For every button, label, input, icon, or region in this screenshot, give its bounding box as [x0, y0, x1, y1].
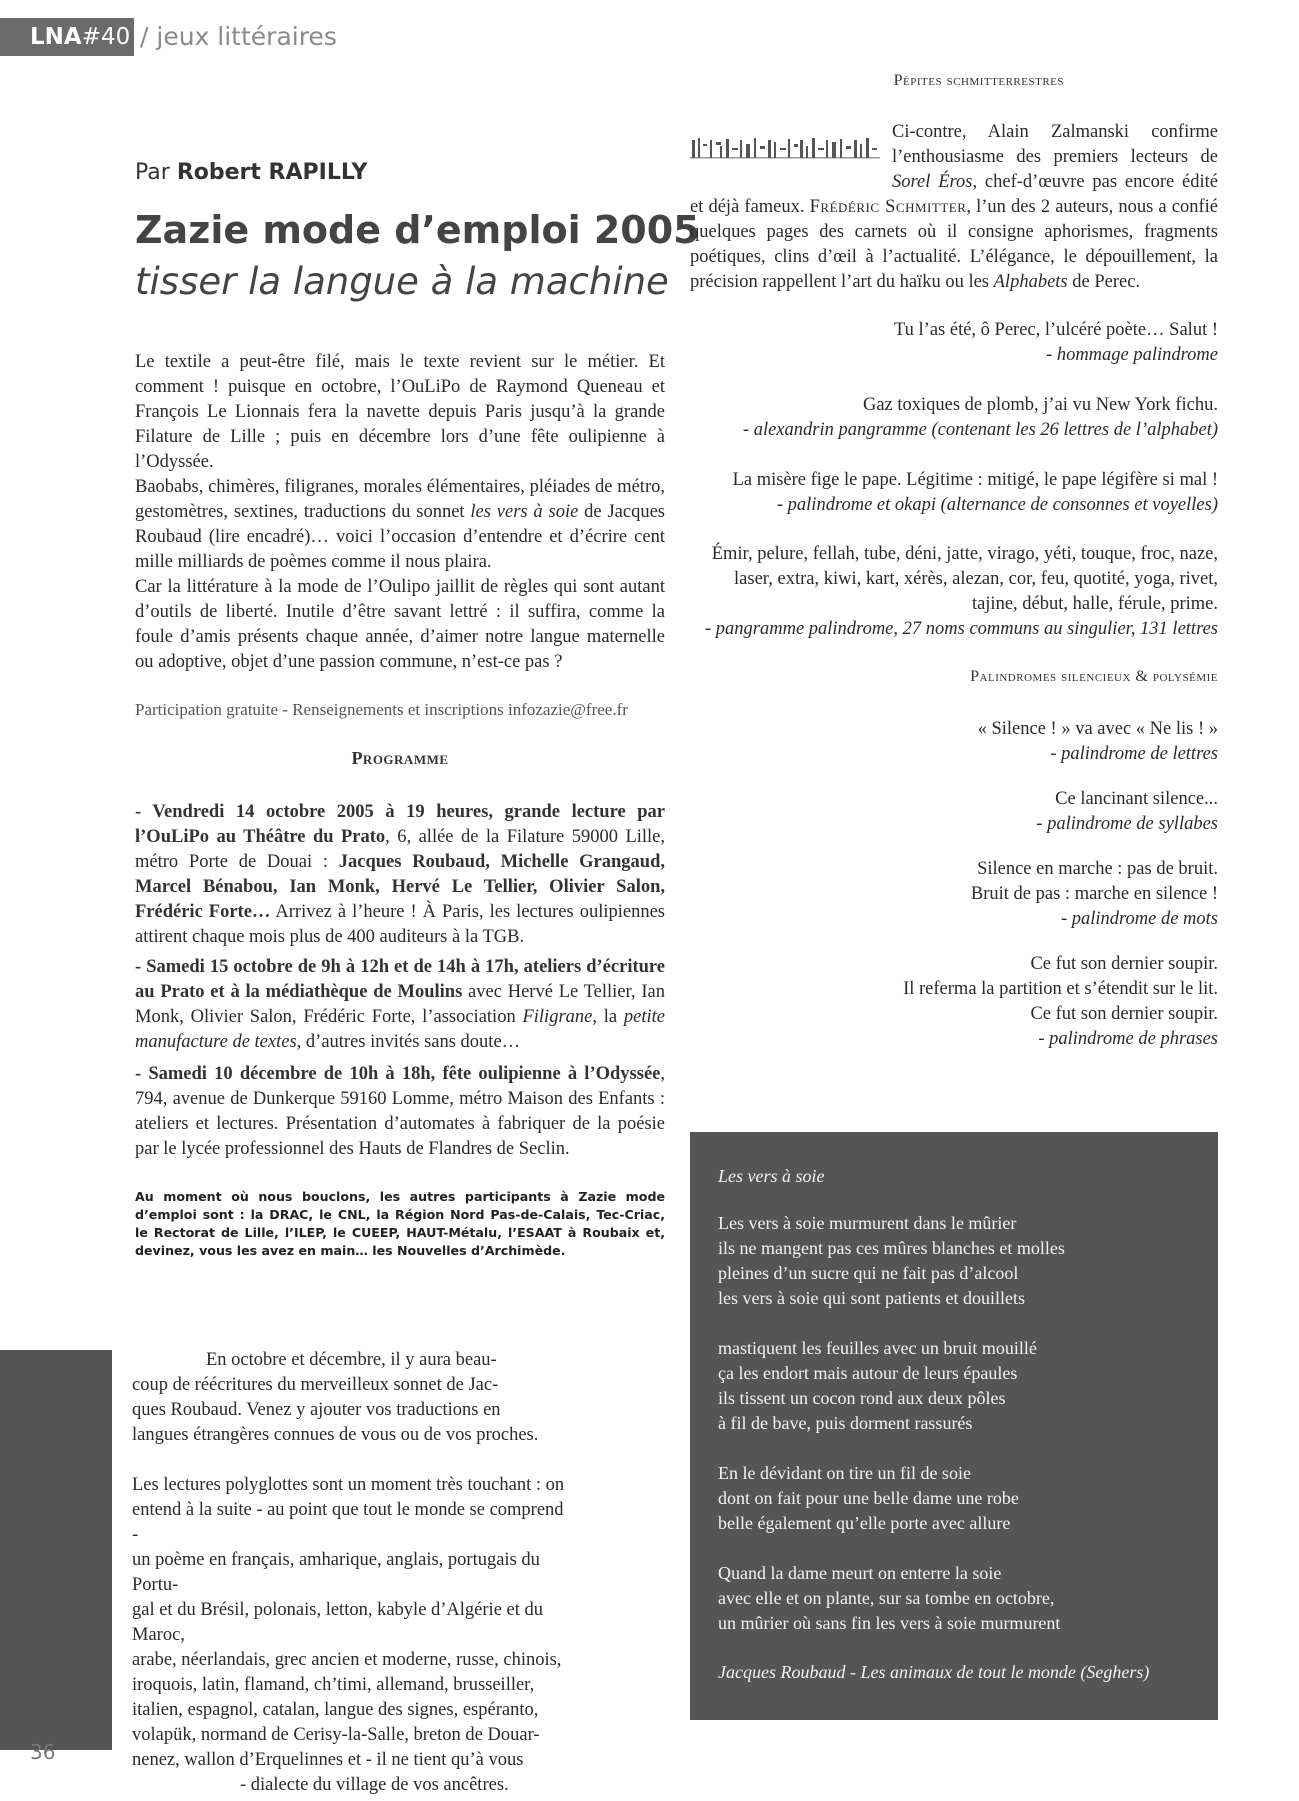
invite-line: - dialecte du village de vos ancêtres. — [240, 1775, 509, 1795]
invitation-text — [132, 1348, 572, 1798]
invite-line: arabe, néerlandais, grec ancien et moderne, russe, chinois, — [132, 1650, 562, 1670]
signature-stamp — [690, 126, 880, 172]
programme-item: - Samedi 15 octobre de 9h à 12h et de 14h à 17h, ateliers d’écriture au Prato et à la médiathèque de Moulins avec Hervé Le Tellier, Ian Monk, Olivier Salon, Frédéric Forte, l’association Filigrane, la petite manufacture de textes, d’autres invités sans doute… — [135, 957, 665, 1052]
invite-line: ques Roubaud. Venez y ajouter vos traductions en — [132, 1400, 501, 1420]
invite-line: un poème en français, amharique, anglais, portugais du Portu- — [132, 1550, 540, 1595]
partners-note: Au moment où nous bouclons, les autres participants à Zazie mode d’emploi sont : la DRAC, le CNL, la Région Nord Pas-de-Calais, Tec-Criac, le Rectorat de Lille, l’ILEP, le CUEEP, HAUT-Métalu, l’ESAAT à Roubaix et, devinez, vous les avez en main… les Nouvelles d’Archimède. — [135, 1189, 665, 1258]
poem-credit: Jacques Roubaud - Les animaux de tout le monde (Seghers) — [718, 1662, 1150, 1682]
pepites-title: Pépites schmitterrestres — [893, 72, 1064, 89]
intro-text — [135, 350, 665, 675]
intro-paragraph: Le textile a peut-être filé, mais le texte revient sur le métier. Et comment ! puisque en octobre, l’OuLiPo de Raymond Queneau et François Le Lionnais fera la navette depuis Paris jusqu’à la grande Filature de Lille ; puis en décembre lors d’une fête oulipienne à l’Odyssée. — [135, 352, 665, 472]
invite-line: En octobre et décembre, il y aura beau- — [206, 1350, 497, 1370]
invite-line: gal et du Brésil, polonais, letton, kabyle d’Algérie et du Maroc, — [132, 1600, 544, 1645]
article-subtitle: tisser la langue à la machine — [135, 260, 669, 303]
invite-line: Les lectures polyglottes sont un moment très touchant : on — [132, 1475, 565, 1495]
palindrome-caption: - palindrome de mots — [1060, 909, 1218, 929]
poem-box — [690, 1132, 1218, 1720]
palindrome: Ce fut son dernier soupir. Il referma la partition et s’étendit sur le lit. Ce fut son dernier soupir. - palindrome de phrases — [690, 952, 1218, 1052]
aphorism-caption: - palindrome et okapi (alternance de consonnes et voyelles) — [776, 495, 1218, 515]
article-title: Zazie mode d’emploi 2005 — [135, 208, 700, 252]
page-number: 36 — [30, 1740, 56, 1764]
palindrome: Ce lancinant silence... - palindrome de syllabes — [690, 787, 1218, 837]
invite-line: nenez, wallon d’Erquelinnes et - il ne tient qu’à vous — [132, 1750, 524, 1770]
invite-line: entend à la suite - au point que tout le monde se comprend - — [132, 1500, 564, 1545]
section-label: / jeux littéraires — [140, 22, 337, 51]
decorative-bar — [0, 1350, 112, 1750]
poem-stanza: Quand la dame meurt on enterre la soie avec elle et on plante, sur sa tombe en octobre, un mûrier où sans fin les vers à soie murmurent — [718, 1563, 1061, 1633]
programme-item: - Samedi 10 décembre de 10h à 18h, fête oulipienne à l’Odyssée, 794, avenue de Dunkerque 59160 Lomme, métro Maison des Enfants : ateliers et lectures. Présentation d’automates à fabriquer de la poésie par le lycée professionnel des Hauts de Flandres de Seclin. — [135, 1064, 665, 1159]
invite-line: iroquois, latin, flamand, ch’timi, allemand, brusseiller, — [132, 1675, 535, 1695]
invite-line: coup de réécritures du merveilleux sonnet de Jac- — [132, 1375, 499, 1395]
pepites-intro: Ci-contre, Alain Zalmanski confirme l’enthousiasme des premiers lecteurs de Sorel Éros, chef-d’œuvre pas encore édité et déjà fameux. Frédéric Schmitter, l’un des 2 auteurs, nous a confié quelques pages des carnets où il consigne aphorismes, fragments poétiques, clins d’œil à l’actualité. L’élégance, le dépouillement, la précision rappellent l’art du haïku ou les Alphabets de Perec. — [690, 122, 1218, 292]
aphorism: Gaz toxiques de plomb, j’ai vu New York fichu. - alexandrin pangramme (contenant les 26 lettres de l’alphabet) — [690, 393, 1218, 443]
palindrome-caption: - palindrome de phrases — [1038, 1029, 1218, 1049]
intro-paragraph: Baobabs, chimères, filigranes, morales élémentaires, pléiades de métro, gestomètres, sextines, traductions du sonnet les vers à soie de Jacques Roubaud (lire encadré)… voici l’occasion d’entendre et d’écrire cent mille milliards de poèmes comme il nous plaira. — [135, 477, 665, 572]
magazine-badge: LNA#40 — [0, 18, 134, 56]
aphorism: La misère fige le pape. Légitime : mitigé, le pape légifère si mal ! - palindrome et okapi (alternance de consonnes et voyelles) — [690, 468, 1218, 518]
programme-item: - Vendredi 14 octobre 2005 à 19 heures, grande lecture par l’OuLiPo au Théâtre du Prato, 6, allée de la Filature 59000 Lille, métro Porte de Douai : Jacques Roubaud, Michelle Grangaud, Marcel Bénabou, Ian Monk, Hervé Le Tellier, Olivier Salon, Frédéric Forte… Arrivez à l’heure ! À Paris, les lectures oulipiennes attirent chaque mois plus de 400 auditeurs à la TGB. — [135, 802, 665, 947]
poem-stanza: En le dévidant on tire un fil de soie dont on fait pour une belle dame une robe belle également qu’elle porte avec allure — [718, 1463, 1019, 1533]
poem-stanza: mastiquent les feuilles avec un bruit mouillé ça les endort mais autour de leurs épaules ils tissent un cocon rond aux deux pôles à fil de bave, puis dorment rassurés — [718, 1338, 1037, 1433]
palindrome-caption: - palindrome de syllabes — [1036, 814, 1218, 834]
aphorism: Émir, pelure, fellah, tube, déni, jatte, virago, yéti, touque, froc, naze, laser, extra, kiwi, kart, xérès, alezan, cor, feu, quotité, yoga, rivet, tajine, début, halle, férule, prime. - pangramme palindrome, 27 noms communs au singulier, 131 lettres — [690, 542, 1218, 642]
invite-line: italien, espagnol, catalan, langue des signes, espéranto, — [132, 1700, 539, 1720]
palindrome-caption: - palindrome de lettres — [1050, 744, 1218, 764]
aphorism-caption: - pangramme palindrome, 27 noms communs au singulier, 131 lettres — [704, 619, 1218, 639]
invite-line: langues étrangères connues de vous ou de vos proches. — [132, 1425, 539, 1445]
aphorism-caption: - alexandrin pangramme (contenant les 26 lettres de l’alphabet) — [742, 420, 1218, 440]
handwritten-signature-image — [690, 126, 880, 172]
participation-info: Participation gratuite - Renseignements et inscriptions infozazie@free.fr — [135, 700, 628, 719]
invite-line: volapük, normand de Cerisy-la-Salle, breton de Douar- — [132, 1725, 540, 1745]
palindrome: Silence en marche : pas de bruit. Bruit de pas : marche en silence ! - palindrome de mots — [690, 857, 1218, 932]
intro-paragraph: Car la littérature à la mode de l’Oulipo jaillit de règles qui sont autant d’outils de liberté. Inutile d’être savant lettré : il suffira, comme la foule d’amis présents chaque année, d’aimer notre langue maternelle ou adoptive, objet d’une passion commune, n’est-ce pas ? — [135, 577, 665, 672]
palindrome: « Silence ! » va avec « Ne lis ! » - palindrome de lettres — [690, 717, 1218, 767]
page-header — [0, 18, 337, 56]
palindromes-title: Palindromes silencieux & polysémie — [970, 668, 1218, 685]
aphorism-caption: - hommage palindrome — [1046, 345, 1218, 365]
poem-title: Les vers à soie — [718, 1166, 825, 1186]
poem-stanza: Les vers à soie murmurent dans le mûrier ils ne mangent pas ces mûres blanches et molles pleines d’un sucre qui ne fait pas d’alcool les vers à soie qui sont patients et douillets — [718, 1213, 1065, 1308]
byline: Par Robert RAPILLY — [135, 160, 368, 185]
programme-title: Programme — [351, 748, 449, 768]
aphorism: Tu l’as été, ô Perec, l’ulcéré poète… Salut ! - hommage palindrome — [690, 318, 1218, 368]
